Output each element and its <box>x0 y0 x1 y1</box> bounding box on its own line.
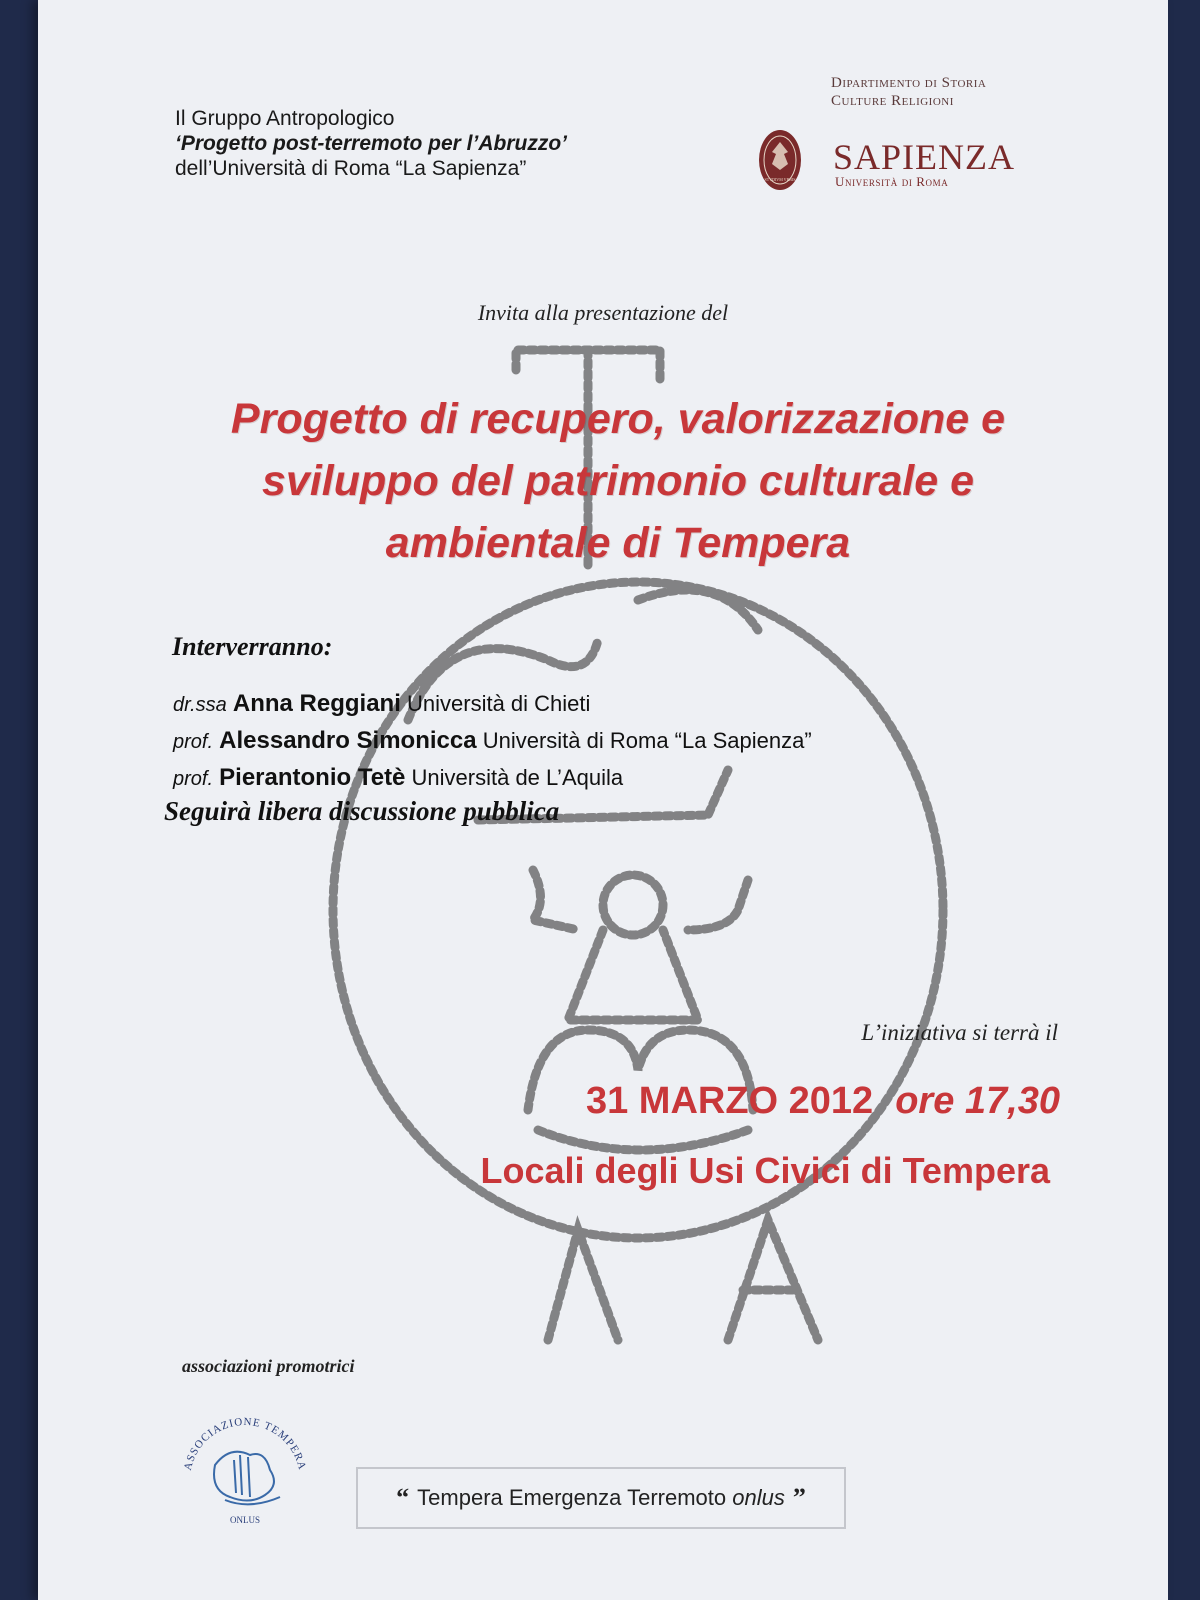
discussion-note: Seguirà libera discussione pubblica <box>164 796 560 826</box>
speaker-name: Alessandro Simonicca <box>219 727 477 754</box>
sapienza-wordmark: SAPIENZA <box>833 137 1016 177</box>
speaker-row <box>173 723 812 760</box>
speaker-row <box>173 686 812 723</box>
associazione-tempera-logo-icon <box>170 1405 320 1535</box>
title-line3: ambientale di Tempera <box>385 519 851 567</box>
event-time: ore 17,30 <box>895 1080 1060 1122</box>
organizer-line1: Il Gruppo Antropologico <box>175 107 395 130</box>
speaker-affiliation: Università di Roma “La Sapienza” <box>482 728 812 753</box>
logo-arc-text: ASSOCIAZIONE TEMPERA <box>181 1415 309 1472</box>
invitation-line: Invita alla presentazione del <box>477 300 729 325</box>
organizer-block <box>175 106 567 181</box>
department-name <box>831 74 986 110</box>
association-onlus: onlus <box>732 1485 785 1510</box>
association-name: Tempera Emergenza Terremoto <box>417 1485 727 1510</box>
speaker-title: prof. <box>173 731 214 753</box>
event-date: 31 MARZO 2012 <box>585 1080 874 1122</box>
event-location: Locali degli Usi Civici di Tempera <box>480 1150 1050 1191</box>
close-quote: ” <box>792 1483 806 1512</box>
title-line2: sviluppo del patrimonio culturale e <box>262 457 974 505</box>
speakers-heading: Interverranno: <box>172 632 333 661</box>
speaker-name: Anna Reggiani <box>232 690 401 717</box>
organizer-project-name: ‘Progetto post-terremoto per l’Abruzzo’ <box>175 132 568 155</box>
seal-text: STVDIVM VRBIS <box>764 177 796 182</box>
speaker-row <box>173 760 812 797</box>
organizer-line3: dell’Università di Roma “La Sapienza” <box>175 157 527 180</box>
speaker-affiliation: Università di Chieti <box>407 691 591 716</box>
speaker-title: prof. <box>173 768 214 790</box>
logo-bottom-text: ONLUS <box>229 1515 261 1525</box>
title-line1: Progetto di recupero, valorizzazione e <box>230 395 1006 443</box>
speakers-list <box>173 686 812 797</box>
event-datetime <box>586 1080 1060 1123</box>
flyer-page <box>38 0 1168 1600</box>
department-line1: Dipartimento di Storia <box>831 75 987 91</box>
speaker-affiliation: Università de L’Aquila <box>411 765 624 790</box>
sapienza-seal-icon <box>758 128 802 192</box>
sapienza-subtitle: Università di Roma <box>835 174 949 189</box>
event-intro: L’iniziativa si terrà il <box>861 1020 1058 1045</box>
open-quote: “ <box>396 1483 410 1512</box>
speaker-title: dr.ssa <box>173 694 227 716</box>
speaker-name: Pierantonio Tetè <box>219 764 406 791</box>
promoters-label: associazioni promotrici <box>182 1356 355 1376</box>
association-quote-box <box>356 1467 846 1529</box>
department-line2: Culture Religioni <box>831 93 954 109</box>
event-title <box>148 388 1088 574</box>
